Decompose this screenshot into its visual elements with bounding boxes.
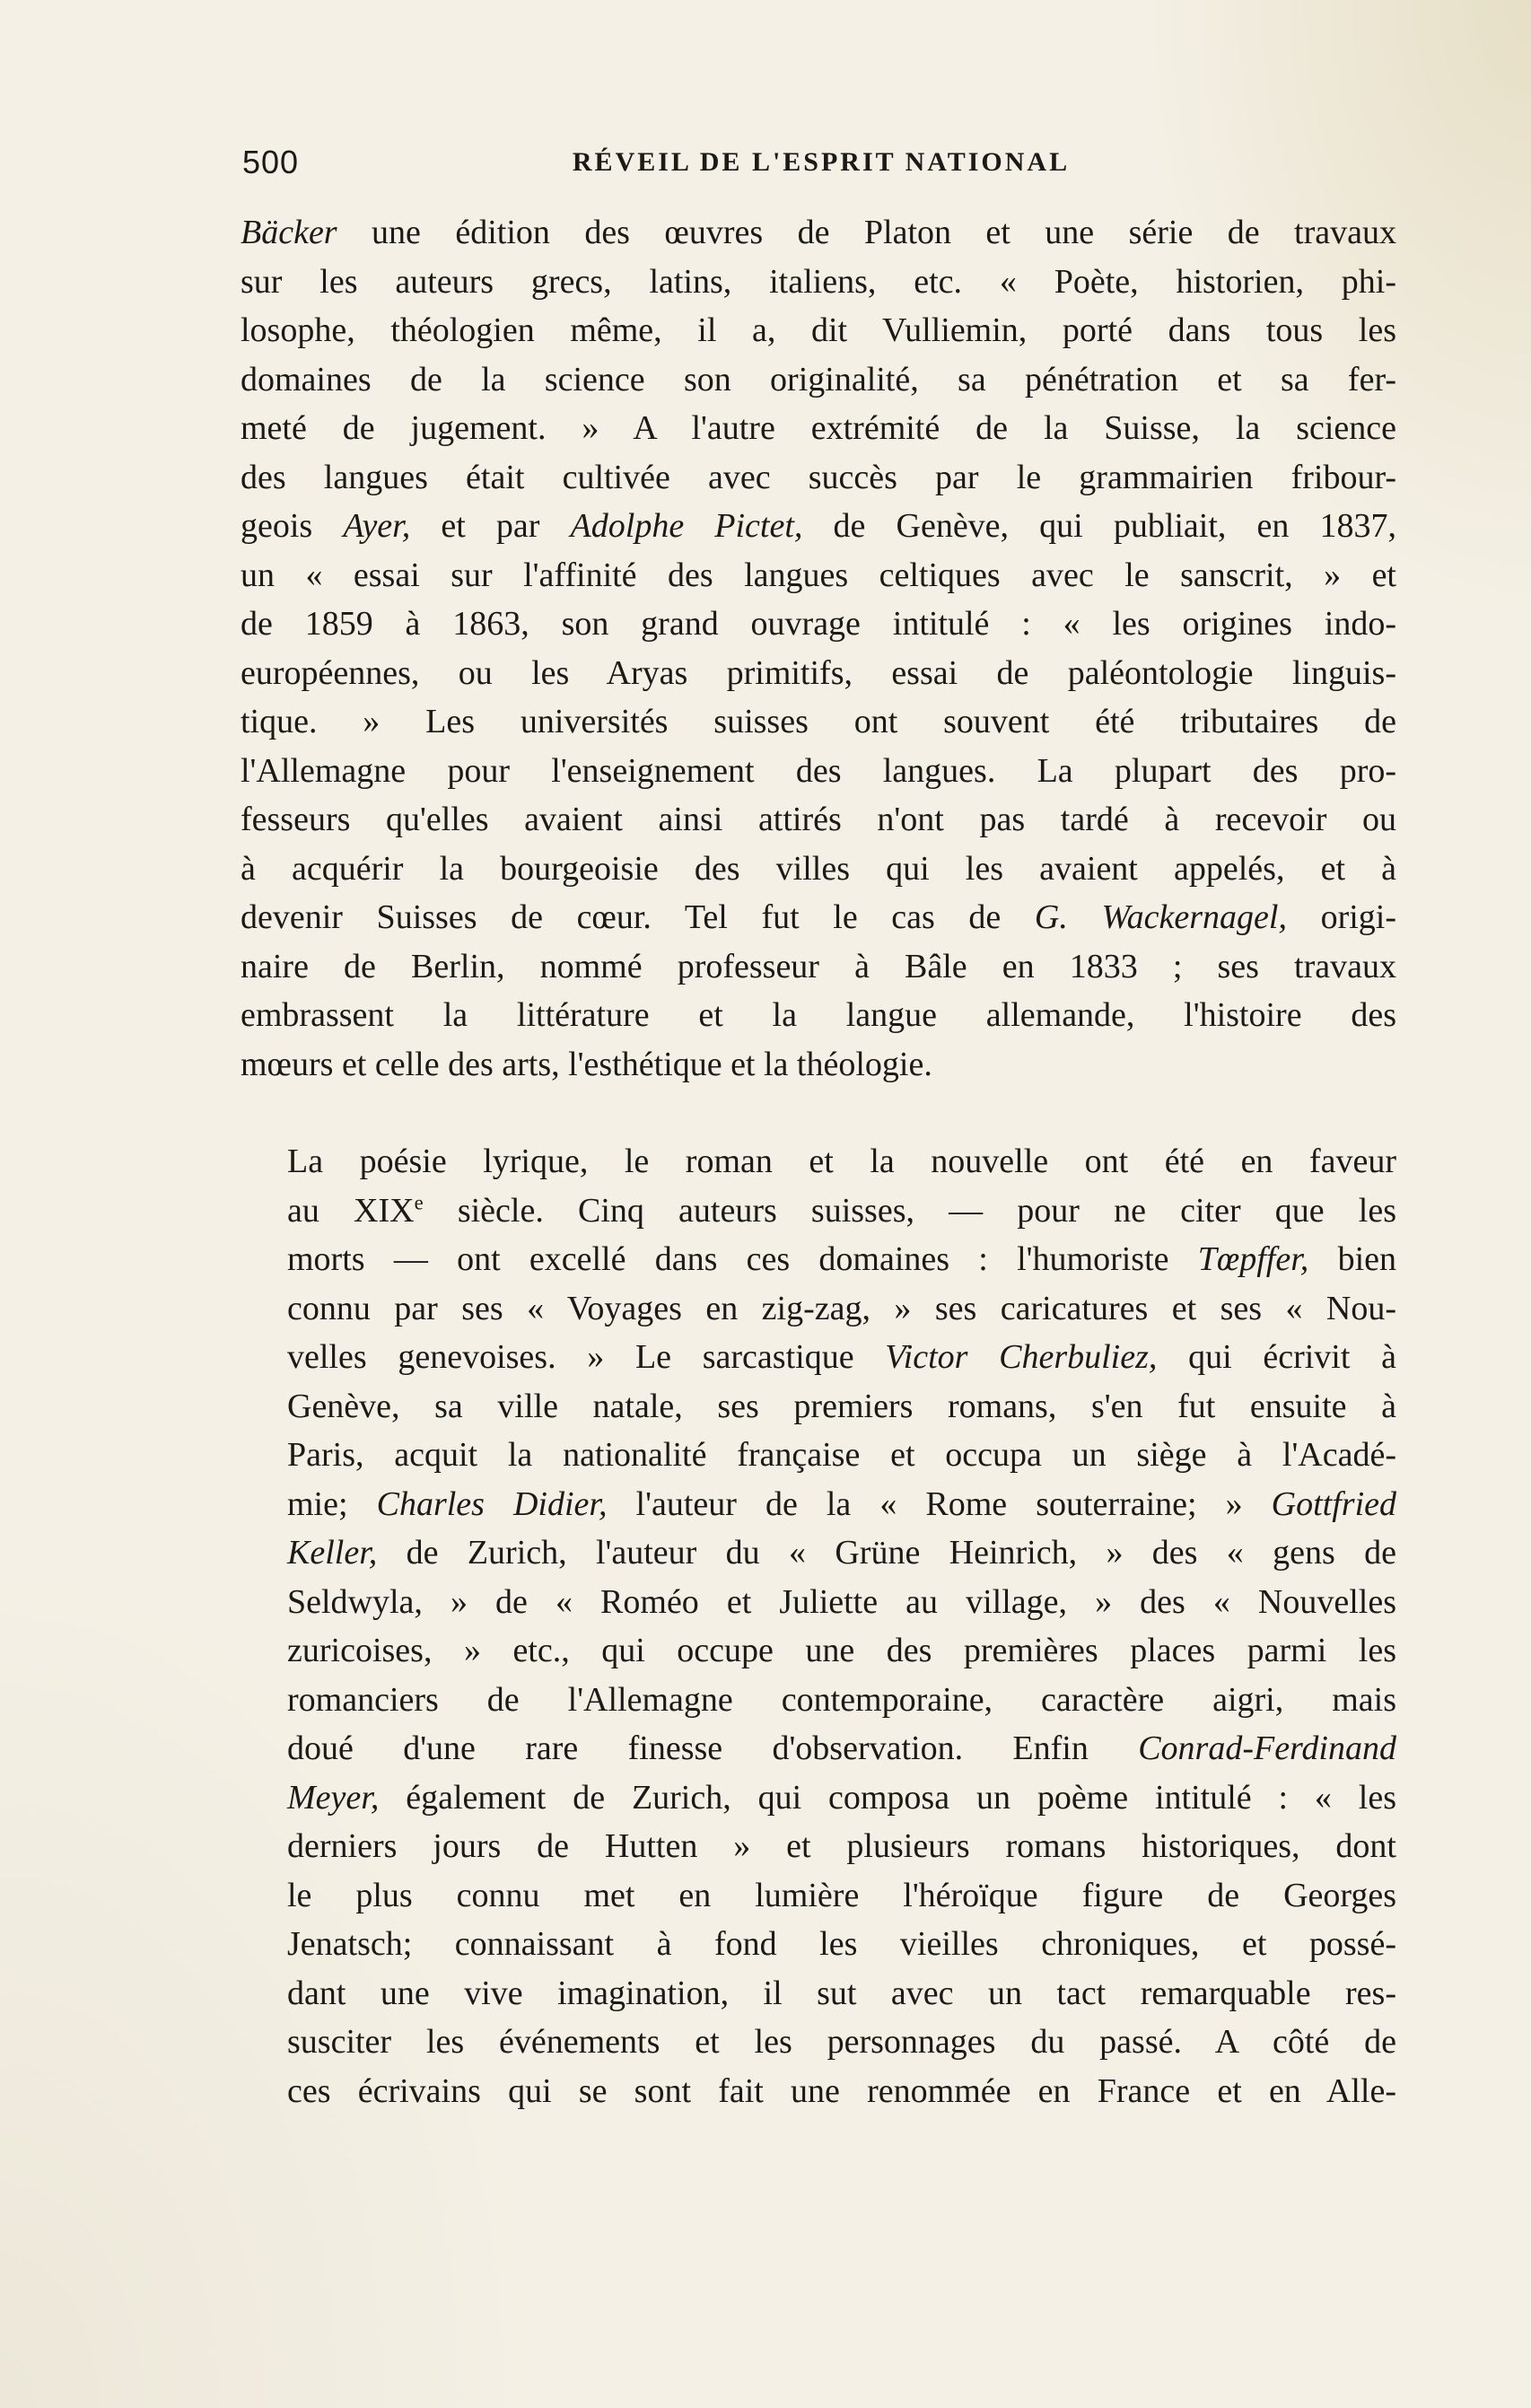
text-run: siècle. Cinq auteurs suisses, — pour ne citer que les — [423, 1191, 1396, 1230]
text-line: dant une vive imagination, il sut avec un tact remarquable res- — [287, 1974, 1396, 2012]
text-run: origi- — [1286, 898, 1396, 936]
italic-name: Victor Cherbuliez, — [885, 1338, 1158, 1376]
text-line: susciter les événements et les personnages du passé. A côté de — [287, 2023, 1396, 2061]
text-run: également de Zurich, qui composa un poème intitulé : « les — [379, 1778, 1396, 1817]
superscript: e — [414, 1190, 424, 1213]
text-run: au XIX — [287, 1191, 415, 1230]
text-line — [241, 893, 1396, 942]
text-line: romanciers de l'Allemagne contemporaine, caractère aigri, mais — [287, 1680, 1396, 1719]
text-line: fesseurs qu'elles avaient ainsi attirés n'ont pas tardé à recevoir ou — [241, 801, 1396, 838]
text-line — [241, 502, 1396, 551]
text-run: devenir Suisses de cœur. Tel fut le cas de — [241, 898, 1035, 936]
text-run: geois — [241, 507, 344, 545]
text-line: Genève, sa ville natale, ses premiers romans, s'en fut ensuite à — [287, 1387, 1396, 1425]
text-line — [241, 1333, 1396, 1382]
text-line: Paris, acquit la nationalité française et occupa un siège à l'Acadé- — [287, 1436, 1396, 1474]
text-line: tique. » Les universités suisses ont souvent été tributaires de — [241, 703, 1396, 740]
text-run: morts — ont excellé dans ces domaines : l'humoriste — [287, 1240, 1198, 1278]
italic-name: Meyer, — [287, 1778, 380, 1817]
italic-name: Charles Didier, — [376, 1484, 608, 1523]
italic-name: Conrad-Ferdinand — [1138, 1729, 1396, 1767]
text-run: mie; — [287, 1484, 377, 1523]
text-run: de Zurich, l'auteur du « Grüne Heinrich, » des « gens de — [377, 1534, 1396, 1572]
paragraph-2 — [241, 1137, 1396, 2115]
italic-name: Gottfried — [1271, 1484, 1396, 1523]
text-line — [241, 208, 1396, 258]
text-run: qui écrivit à — [1157, 1338, 1396, 1376]
text-line: derniers jours de Hutten » et plusieurs romans historiques, dont — [287, 1827, 1396, 1865]
italic-name: Bäcker — [241, 214, 337, 251]
italic-name: Tœpffer, — [1197, 1240, 1309, 1278]
page-number: 500 — [242, 144, 300, 180]
text-line — [241, 1235, 1396, 1284]
page-header — [242, 144, 1400, 190]
italic-name: Adolphe Pictet, — [570, 507, 803, 545]
text-line: Jenatsch; connaissant à fond les vieilles chroniques, et possé- — [287, 1925, 1396, 1963]
text-line: l'Allemagne pour l'enseignement des langues. La plupart des pro- — [241, 751, 1396, 790]
text-run: et par — [410, 507, 571, 545]
text-line: domaines de la science son originalité, sa pénétration et sa fer- — [241, 360, 1396, 398]
text-line — [241, 1186, 1396, 1236]
paragraph-1 — [241, 208, 1396, 1089]
text-line: La poésie lyrique, le roman et la nouvelle ont été en faveur — [287, 1143, 1396, 1180]
text-line: losophe, théologien même, il a, dit Vulliemin, porté dans tous les — [241, 311, 1396, 349]
text-line: Seldwyla, » de « Roméo et Juliette au village, » des « Nouvelles — [287, 1582, 1396, 1621]
text-line: connu par ses « Voyages en zig-zag, » ses caricatures et ses « Nou- — [287, 1289, 1396, 1327]
running-head: RÉVEIL DE L'ESPRIT NATIONAL — [572, 147, 1071, 177]
text-line: des langues était cultivée avec succès par le grammairien fribour- — [241, 458, 1396, 496]
text-run: velles genevoises. » Le sarcastique — [287, 1338, 886, 1376]
text-line — [241, 1724, 1396, 1773]
text-line — [241, 1773, 1396, 1823]
text-run: une édition des œuvres de Platon et une série de travaux — [337, 214, 1396, 251]
italic-name: Ayer, — [343, 507, 411, 545]
text-line: le plus connu met en lumière l'héroïque figure de Georges — [287, 1876, 1396, 1914]
text-line — [241, 1480, 1396, 1529]
text-line: zuricoises, » etc., qui occupe une des premières places parmi les — [287, 1632, 1396, 1669]
text-line: ces écrivains qui se sont fait une renommée en France et en Alle- — [287, 2071, 1396, 2110]
italic-name: G. Wackernagel, — [1034, 898, 1287, 936]
text-line: embrassent la littérature et la langue allemande, l'histoire des — [241, 996, 1396, 1034]
text-line: meté de jugement. » A l'autre extrémité de la Suisse, la science — [241, 409, 1396, 447]
text-line: naire de Berlin, nommé professeur à Bâle en 1833 ; ses travaux — [241, 947, 1396, 985]
text-run: l'auteur de la « Rome souterraine; » — [607, 1484, 1272, 1523]
text-line: européennes, ou les Aryas primitifs, essai de paléontologie linguis- — [241, 653, 1396, 692]
body-text — [241, 208, 1396, 2115]
text-run: de Genève, qui publiait, en 1837, — [802, 507, 1396, 545]
text-line: un « essai sur l'affinité des langues celtiques avec le sanscrit, » et — [241, 556, 1396, 594]
text-line — [241, 1528, 1396, 1578]
text-line: mœurs et celle des arts, l'esthétique et la théologie. — [241, 1045, 932, 1083]
text-line: sur les auteurs grecs, latins, italiens, etc. « Poète, historien, phi- — [241, 262, 1396, 301]
text-run: bien — [1308, 1240, 1396, 1278]
italic-name: Keller, — [287, 1534, 378, 1572]
text-line: de 1859 à 1863, son grand ouvrage intitulé : « les origines indo- — [241, 605, 1396, 643]
text-line: à acquérir la bourgeoisie des villes qui les avaient appelés, et à — [241, 849, 1396, 888]
text-run: doué d'une rare finesse d'observation. Enfin — [287, 1729, 1139, 1767]
